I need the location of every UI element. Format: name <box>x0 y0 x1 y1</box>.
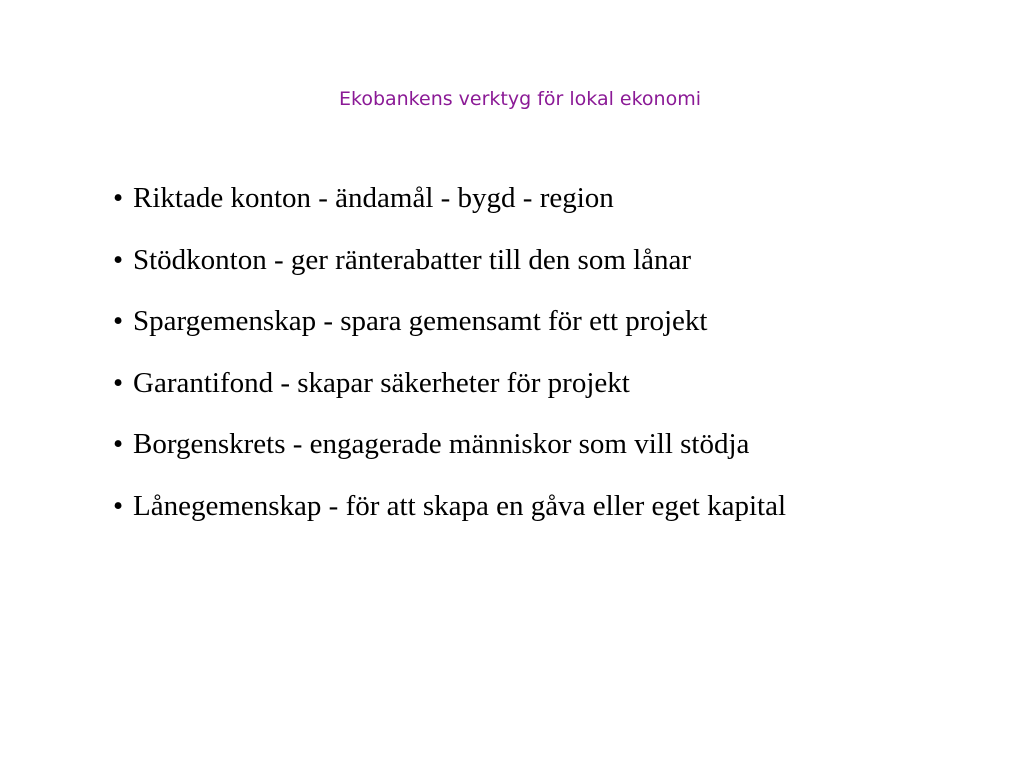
bullet-item <box>113 486 786 548</box>
bullet-item <box>113 240 786 302</box>
bullet-icon: • <box>113 428 124 460</box>
bullet-item <box>113 178 786 240</box>
bullet-item <box>113 363 786 425</box>
bullet-icon: • <box>113 489 124 522</box>
bullet-item <box>113 424 786 486</box>
bullet-icon: • <box>113 243 124 276</box>
bullet-text: Garantifond - skapar säkerheter för projekt <box>133 366 630 399</box>
bullet-list <box>113 178 786 547</box>
bullet-text: Borgenskrets - engagerade människor som vill stödja <box>133 428 750 460</box>
bullet-icon: • <box>113 182 124 214</box>
bullet-text: Riktade konton - ändamål - bygd - region <box>133 182 614 214</box>
bullet-icon: • <box>113 366 124 399</box>
bullet-text: Lånegemenskap - för att skapa en gåva eller eget kapital <box>133 489 786 522</box>
bullet-text: Spargemenskap - spara gemensamt för ett projekt <box>133 305 708 337</box>
bullet-icon: • <box>113 305 124 337</box>
bullet-text: Stödkonton - ger ränterabatter till den som lånar <box>133 243 692 276</box>
slide-title: Ekobankens verktyg för lokal ekonomi <box>338 88 702 110</box>
bullet-item <box>113 301 786 363</box>
